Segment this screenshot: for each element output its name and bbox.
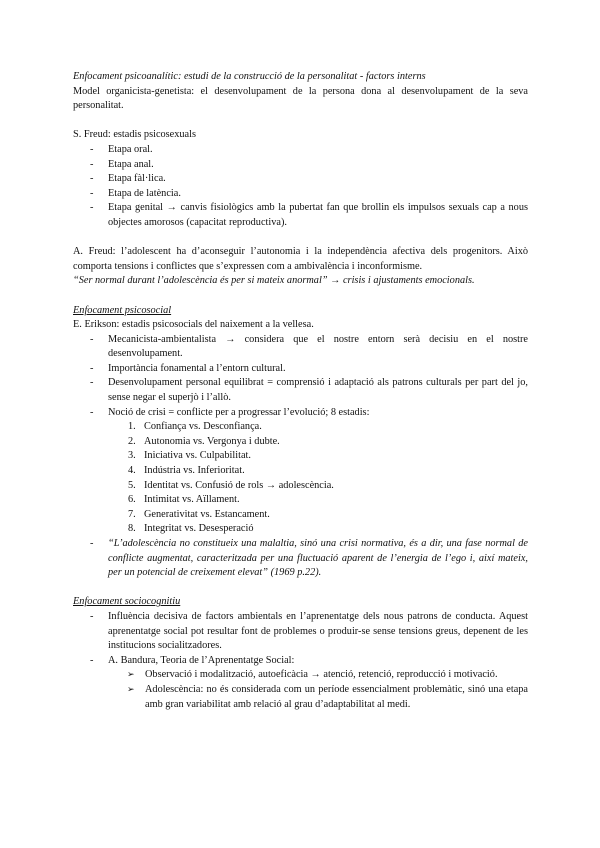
stage-label: Identitat vs. Confusió de rols → adolescència. xyxy=(144,479,334,491)
list-item: - Etapa fàl·lica. xyxy=(73,172,528,187)
section-title-psychosocial: Enfocament psicosocial xyxy=(73,304,172,316)
section-title-psychoanalytic: Enfocament psicoanalític: estudi de la construcció de la personalitat - factors interns xyxy=(73,71,426,82)
erikson-heading: E. Erikson: estadis psicosocials del naixement a la vellesa. xyxy=(73,319,314,331)
arrow-bullet-icon: ➢ xyxy=(127,684,135,695)
erikson-quote-ref: (1969 p.22). xyxy=(268,567,322,579)
list-item xyxy=(73,449,528,464)
list-item: - Etapa de latència. xyxy=(73,187,528,202)
list-item: - Desenvolupament personal equilibrat = comprensió i adaptació als patrons culturals per part del jo, sense negar el superjò i l’allò. xyxy=(73,376,528,405)
list-item xyxy=(73,435,528,450)
stage-number: 4. xyxy=(128,465,136,477)
list-item: - Etapa anal. xyxy=(73,158,528,173)
list-item: - A. Bandura, Teoria de l’Aprenentatge Social: xyxy=(73,654,528,669)
list-item xyxy=(73,406,528,421)
stage-label: Intimitat vs. Aïllament. xyxy=(144,494,240,506)
crisis-notion-text: Noció de crisi = conflicte per a progressar l’evolució; 8 estadis: xyxy=(108,406,370,418)
list-item xyxy=(73,537,528,581)
sub-item-text: Adolescència: no és considerada com un període essencialment problemàtic, sinó una etapa amb gran variabilitat amb relació al grau d’adaptabilitat al medi. xyxy=(145,683,528,710)
stage-number: 7. xyxy=(128,508,136,520)
list-item xyxy=(73,683,528,712)
stage-number: 2. xyxy=(128,435,136,447)
list-item: - Mecanicista-ambientalista → considera que el nostre entorn serà decisiu en el nostre desenvolupament. xyxy=(73,333,528,362)
list-item xyxy=(73,508,528,523)
erikson-list xyxy=(73,333,528,421)
stage-number: 8. xyxy=(128,523,136,535)
anna-freud-quote: “Ser normal durant l’adolescència és per si mateix anormal” xyxy=(73,275,328,287)
list-item xyxy=(73,464,528,479)
list-item xyxy=(73,522,528,537)
arrow-bullet-icon: ➢ xyxy=(127,670,135,681)
stage-label: Autonomia vs. Vergonya i dubte. xyxy=(144,435,280,447)
bandura-sub-list xyxy=(73,668,528,712)
section-title-sociocognitive: Enfocament sociocognitiu xyxy=(73,596,181,608)
list-item: - Importància fonamental a l’entorn cultural. xyxy=(73,362,528,377)
freud-stages-list xyxy=(73,143,528,231)
list-item: - Etapa genital → canvis fisiològics amb la pubertat fan que brollin els impulsos sexuals cap a nous objectes amorosos (capacitat reproductiva). xyxy=(73,201,528,230)
paragraph-organicist-model: Model organicista-genetista: el desenvolupament de la persona dona al desenvolupament de la seva personalitat. xyxy=(73,85,528,112)
stage-label: Confiança vs. Desconfiança. xyxy=(144,421,262,433)
stage-number: 6. xyxy=(128,494,136,506)
stage-label: Indústria vs. Inferioritat. xyxy=(144,465,245,477)
stage-number: 3. xyxy=(128,450,136,462)
list-item xyxy=(73,420,528,435)
sub-item-text: Observació i modalització, autoeficàcia → atenció, retenció, reproducció i motivació. xyxy=(145,669,498,681)
anna-freud-quote-tail: → crisis i ajustaments emocionals. xyxy=(327,275,475,287)
stage-label: Generativitat vs. Estancament. xyxy=(144,508,270,520)
erikson-quote: “L’adolescència no constitueix una malaltia, sinó una crisi normativa, és a dir, una fase normal de conflicte augmentat, caracteritzada per una fluctuació aparent de l’energia de l’ego i, així mateix, per un potencial de creixement elevat” xyxy=(108,538,528,579)
stage-number: 1. xyxy=(128,421,136,433)
paragraph-anna-freud: A. Freud: l’adolescent ha d’aconseguir l’autonomia i la independència afectiva dels progenitors. Això comporta tensions i conflictes que s’expressen com a ambivalència i inconformisme. xyxy=(73,246,528,272)
list-item xyxy=(73,493,528,508)
list-item xyxy=(73,479,528,494)
list-item: - Influència decisiva de factors ambientals en l’aprenentatge dels nous patrons de conducta. Aquest aprenentatge social pot resultar font de problemes o produir-se sense tensions greus, depenent de les institucions socialitzadores. xyxy=(73,610,528,654)
freud-heading: S. Freud: estadis psicosexuals xyxy=(73,129,196,141)
stage-label: Integritat vs. Desesperació xyxy=(144,523,254,535)
erikson-stages-list xyxy=(73,420,528,537)
stage-number: 5. xyxy=(128,479,136,491)
anna-freud-quote-line xyxy=(73,274,528,289)
erikson-quote-list xyxy=(73,537,528,581)
list-item xyxy=(73,668,528,683)
sociocognitive-list xyxy=(73,610,528,668)
stage-label: Iniciativa vs. Culpabilitat. xyxy=(144,450,251,462)
list-item: - Etapa oral. xyxy=(73,143,528,158)
